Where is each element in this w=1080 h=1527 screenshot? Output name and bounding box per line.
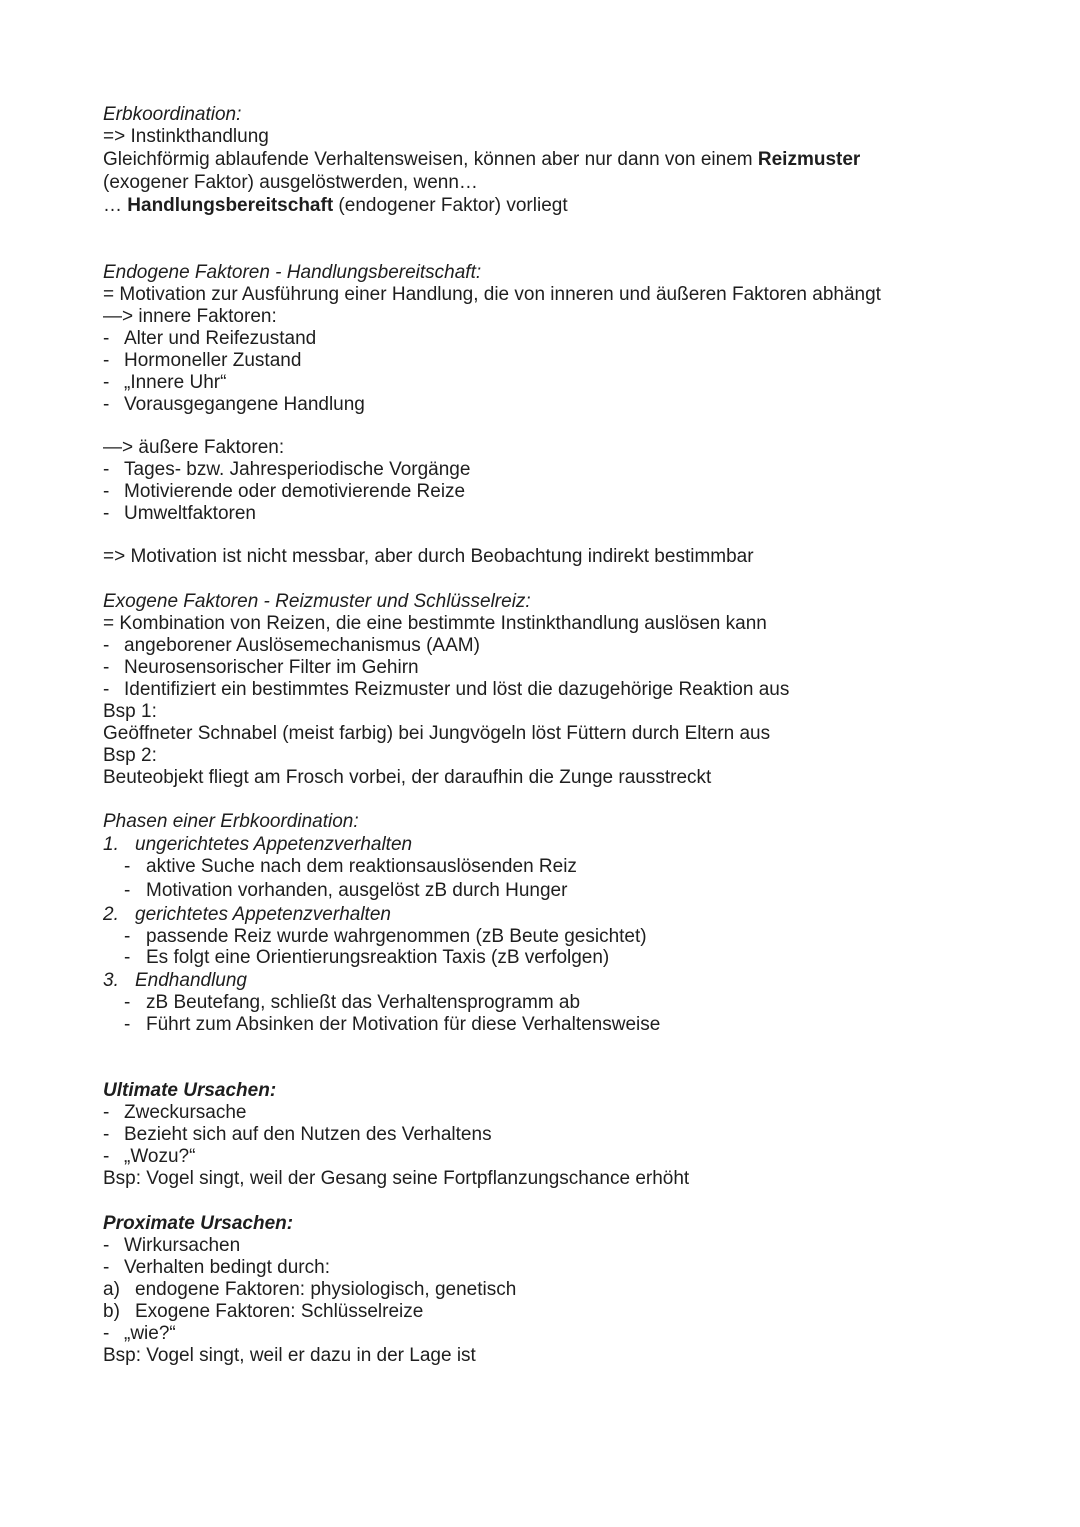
list-item: Es folgt eine Orientierungsreaktion Taxis (zB verfolgen) [146,947,610,968]
list-item: angeborener Auslösemechanismus (AAM) [124,635,480,656]
text-line: Bsp 2: [103,745,157,766]
list-item: Führt zum Absinken der Motivation für diese Verhaltensweise [146,1014,661,1035]
list-item: Hormoneller Zustand [124,350,302,371]
list-item: Umweltfaktoren [124,503,256,524]
bullet-dash: - [124,926,131,947]
section-title-exogene: Exogene Faktoren - Reizmuster und Schlüsselreiz: [103,591,531,612]
section-title-proximate: Proximate Ursachen: [103,1213,294,1234]
list-item: Exogene Faktoren: Schlüsselreize [135,1301,424,1322]
text-line: Bsp: Vogel singt, weil er dazu in der Lage ist [103,1345,476,1366]
phase-title: gerichtetes Appetenzverhalten [135,904,391,925]
bullet-dash: - [103,1235,110,1256]
text-line: => Motivation ist nicht messbar, aber durch Beobachtung indirekt bestimmbar [103,546,754,567]
bullet-dash: - [103,394,110,415]
text-line: —> äußere Faktoren: [103,437,285,458]
list-item: Identifiziert ein bestimmtes Reizmuster und löst die dazugehörige Reaktion aus [124,679,790,700]
section-title-endogene: Endogene Faktoren - Handlungsbereitschaft: [103,262,482,283]
bullet-dash: - [103,372,110,393]
list-letter: a) [103,1279,120,1300]
list-letter: b) [103,1301,120,1322]
bullet-dash: - [103,1323,110,1344]
text-line: Beuteobjekt fliegt am Frosch vorbei, der daraufhin die Zunge rausstreckt [103,767,712,788]
list-item: Verhalten bedingt durch: [124,1257,330,1278]
list-item: Motivation vorhanden, ausgelöst zB durch Hunger [146,880,568,901]
bullet-dash: - [103,459,110,480]
list-item: Tages- bzw. Jahresperiodische Vorgänge [124,459,471,480]
text-line: => Instinkthandlung [103,126,269,147]
bullet-dash: - [103,1102,110,1123]
bullet-dash: - [103,328,110,349]
list-item: endogene Faktoren: physiologisch, genetisch [135,1279,517,1300]
bullet-dash: - [124,992,131,1013]
bullet-dash: - [103,679,110,700]
list-item: „Innere Uhr“ [124,372,227,393]
text-line: Gleichförmig ablaufende Verhaltensweisen, können aber nur dann von einem Reizmuster [103,149,861,170]
text-line: = Kombination von Reizen, die eine bestimmte Instinkthandlung auslösen kann [103,613,767,634]
bullet-dash: - [103,1124,110,1145]
list-item: Bezieht sich auf den Nutzen des Verhaltens [124,1124,492,1145]
text-line: = Motivation zur Ausführung einer Handlung, die von inneren und äußeren Faktoren abhängt [103,284,881,305]
text-line: … Handlungsbereitschaft (endogener Faktor) vorliegt [103,195,568,216]
text-line: (exogener Faktor) ausgelöstwerden, wenn… [103,172,478,193]
text-line: —> innere Faktoren: [103,306,277,327]
list-item: aktive Suche nach dem reaktionsauslösenden Reiz [146,856,577,877]
bullet-dash: - [103,481,110,502]
list-item: passende Reiz wurde wahrgenommen (zB Beute gesichtet) [146,926,647,947]
section-title-phasen: Phasen einer Erbkoordination: [103,811,359,832]
bullet-dash: - [124,880,131,901]
phase-title: ungerichtetes Appetenzverhalten [135,834,413,855]
bullet-dash: - [124,856,131,877]
list-item: „Wozu?“ [124,1146,196,1167]
bullet-dash: - [103,1146,110,1167]
list-number: 1. [103,834,119,855]
bullet-dash: - [103,503,110,524]
bullet-dash: - [103,1257,110,1278]
list-item: zB Beutefang, schließt das Verhaltensprogramm ab [146,992,581,1013]
list-item: Alter und Reifezustand [124,328,317,349]
list-item: Motivierende oder demotivierende Reize [124,481,466,502]
text-line: Bsp 1: [103,701,157,722]
list-item: „wie?“ [124,1323,176,1344]
list-number: 2. [103,904,119,925]
bullet-dash: - [103,657,110,678]
list-item: Neurosensorischer Filter im Gehirn [124,657,419,678]
list-number: 3. [103,970,119,991]
list-item: Vorausgegangene Handlung [124,394,365,415]
list-item: Wirkursachen [124,1235,241,1256]
phase-title: Endhandlung [135,970,247,991]
section-title-erbkoordination: Erbkoordination: [103,104,242,125]
bullet-dash: - [103,350,110,371]
list-item: Zweckursache [124,1102,247,1123]
text-line: Bsp: Vogel singt, weil der Gesang seine Fortpflanzungschance erhöht [103,1168,690,1189]
text-line: Geöffneter Schnabel (meist farbig) bei Jungvögeln löst Füttern durch Eltern aus [103,723,771,744]
bullet-dash: - [103,635,110,656]
bullet-dash: - [124,1014,131,1035]
bullet-dash: - [124,947,131,968]
section-title-ultimate: Ultimate Ursachen: [103,1080,277,1101]
